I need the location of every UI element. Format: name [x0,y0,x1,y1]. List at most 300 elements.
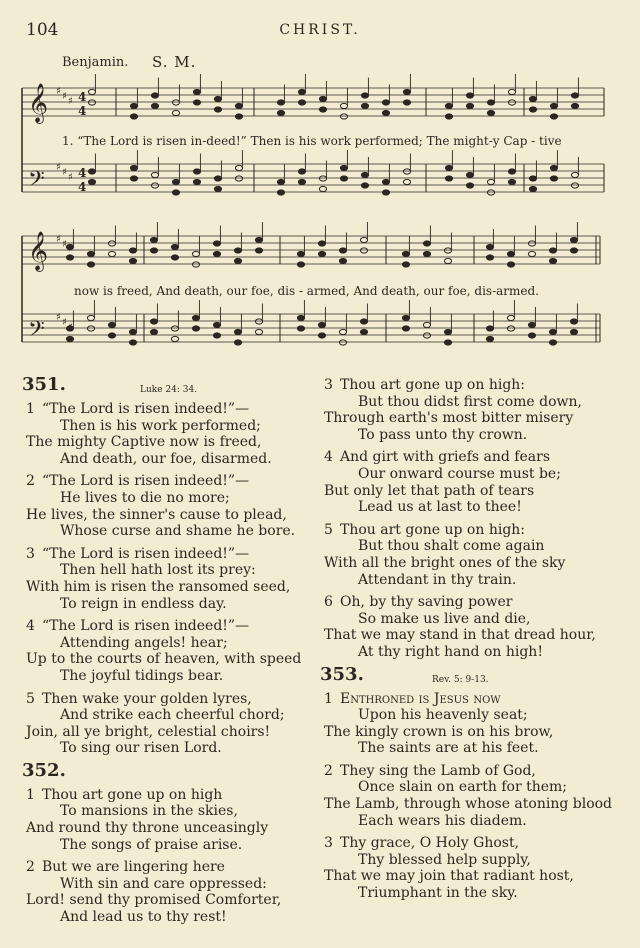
verse-line [22,451,312,468]
note-head [234,340,241,345]
note-head [192,262,199,267]
note-head [402,251,409,256]
note-head [88,169,95,174]
verse-line [320,644,620,661]
note-head [318,322,325,327]
note-head [214,107,221,112]
verse-line-text: Up to the courts of heaven, with speed [26,651,302,668]
right-column [320,377,620,908]
verse-line [320,483,620,500]
hymn-verse [320,594,620,660]
verse-line-text: So make us live and die, [358,610,531,627]
verse-line [320,394,620,411]
note-head [403,169,410,174]
note-head [403,100,410,105]
verse-line-text: With all the bright ones of the sky [324,554,566,571]
note-head [423,251,430,256]
note-head [361,93,368,98]
time-signature: 4 [78,166,87,180]
note-head [486,255,493,260]
sharp-sign: ♯ [62,91,67,102]
verse-line-text: Thy blessed help supply, [358,851,531,868]
time-signature: 4 [78,90,87,104]
verse-line-text: But only let that path of tears [324,482,535,499]
note-head [66,326,73,331]
verse-line-text: Upon his heavenly seat; [358,707,528,724]
hymn-verse [22,691,312,757]
hymn-verse [320,835,620,901]
verse-line-text: To reign in endless day. [60,595,227,612]
verse-line [22,691,312,708]
note-head [150,329,157,334]
note-head [129,248,136,253]
note-head [130,176,137,181]
hymn-351-verses [22,401,312,757]
note-head [298,179,305,184]
note-head [445,103,452,108]
verse-line-text: Through earth's most bitter misery [324,410,574,427]
note-head [339,329,346,334]
note-head [570,329,577,334]
verse-line-text: Whose curse and shame he bore. [60,523,296,540]
verse-line-text: Triumphant in the sky. [358,885,518,902]
note-head [444,248,451,253]
note-head [571,172,578,177]
hymn-verse [320,377,620,443]
verse-line-text: To pass unto thy crown. [358,426,528,443]
verse-line-text: But thou shalt come again [358,538,545,555]
note-head [486,244,493,249]
hymn-352-verses-part1 [22,787,312,926]
verse-line-text: Thou art gone up on high [42,786,223,803]
note-head [88,89,95,94]
note-head [255,237,262,242]
note-head [319,186,326,191]
hymn-verse [22,859,312,925]
note-head [277,190,284,195]
note-head [214,176,221,181]
verse-line [320,835,620,852]
note-head [87,262,94,267]
note-head [108,251,115,256]
running-title: CHRIST. [279,22,361,38]
verse-line [22,546,312,563]
sharp-sign: ♯ [56,86,61,97]
note-head [234,248,241,253]
verse-line [22,579,312,596]
note-head [340,103,347,108]
note-head [150,248,157,253]
verse-line-text: The mighty Captive now is freed, [26,434,262,451]
note-head [486,336,493,341]
note-head [172,110,179,115]
note-head [528,251,535,256]
note-head [66,244,73,249]
hymn-number: 351. [22,374,66,395]
verse-line [320,868,620,885]
note-head [235,114,242,119]
note-head [87,251,94,256]
verse-line [320,572,620,589]
note-head [361,172,368,177]
verse-line-text: Oh, by thy saving power [340,594,513,611]
treble-clef: 𝄞 [28,83,49,123]
note-head [151,172,158,177]
hymn-353-header [320,663,620,691]
lyrics-line-2: now is freed, And death, our foe, dis - armed, And death, our foe, dis-armed. [74,284,539,298]
verse-line-text: The songs of praise arise. [60,836,243,853]
hymn-verse [22,618,312,684]
note-head [360,248,367,253]
note-head [403,89,410,94]
note-head [213,241,220,246]
verse-line-text: Attending angels! hear; [60,634,228,651]
note-head [171,326,178,331]
note-head [487,100,494,105]
verse-number: 6 [324,594,333,611]
note-head [529,186,536,191]
verse-line-text: To mansions in the skies, [60,803,238,820]
note-head [319,176,326,181]
note-head [193,179,200,184]
verse-line [320,449,620,466]
verse-line [320,763,620,780]
verse-line-text: Once slain on earth for them; [358,779,568,796]
note-head [150,237,157,242]
note-head [423,333,430,338]
verse-line [22,434,312,451]
verse-line [320,852,620,869]
left-column [22,374,312,932]
verse-line-text: And lead us to thy rest! [60,909,227,926]
lyrics-line-1: 1. “The Lord is risen in-deed!” Then is his work performed; The might-y Cap - tive [62,134,562,148]
note-head [277,100,284,105]
note-head [486,326,493,331]
note-head [235,176,242,181]
verse-line-text: Then wake your golden lyres, [42,690,252,707]
verse-line [22,909,312,926]
verse-line-text: The kingly crown is on his brow, [324,723,554,740]
verse-number: 1 [26,786,35,803]
note-head [130,114,137,119]
note-head [487,110,494,115]
hymn-verse [320,691,620,757]
note-head [360,237,367,242]
note-head [570,237,577,242]
verse-number: 3 [26,545,35,562]
note-head [528,322,535,327]
note-head [382,190,389,195]
note-head [571,93,578,98]
note-head [129,340,136,345]
hymn-verse [22,473,312,539]
verse-line-text: Each wears his diadem. [358,812,527,829]
verse-line [320,796,620,813]
note-head [445,176,452,181]
note-head [360,329,367,334]
hymn-verse [22,401,312,467]
note-head [382,179,389,184]
note-head [297,251,304,256]
verse-line-text: Lead us at last to thee! [358,499,522,516]
note-head [339,340,346,345]
note-head [382,110,389,115]
note-head [508,179,515,184]
note-head [151,183,158,188]
verse-line [22,473,312,490]
hymn-number: 353. [320,663,364,685]
note-head [466,103,473,108]
verse-line [22,490,312,507]
bass-clef: 𝄢 [28,317,45,347]
verse-line [320,538,620,555]
note-head [192,251,199,256]
verse-line [22,859,312,876]
note-head [466,172,473,177]
note-head [339,258,346,263]
verse-line [320,724,620,741]
verse-number: 5 [26,690,35,707]
note-head [507,262,514,267]
note-head [361,183,368,188]
verse-number: 3 [324,377,333,393]
verse-line [22,618,312,635]
note-head [340,165,347,170]
note-head [192,315,199,320]
verse-line-text: But we are lingering here [42,859,225,876]
note-head [255,319,262,324]
note-head [507,251,514,256]
note-head [403,179,410,184]
hymn-number: 352. [22,759,66,781]
verse-line-text: But thou didst first come down, [358,393,582,410]
verse-line-text: And round thy throne unceasingly [26,820,269,837]
note-head [171,244,178,249]
note-head [340,176,347,181]
note-head [150,319,157,324]
hymn-verse [22,787,312,853]
note-head [88,100,95,105]
verse-line-text: “The Lord is risen indeed!”— [42,401,250,417]
note-head [508,169,515,174]
note-head [507,315,514,320]
verse-line [22,837,312,854]
note-head [361,103,368,108]
note-head [298,169,305,174]
note-head [213,322,220,327]
note-head [129,258,136,263]
note-head [340,114,347,119]
verse-line-text: “The Lord is risen indeed!”— [42,618,250,635]
verse-line [22,724,312,741]
sharp-sign: ♯ [56,234,61,245]
verse-line-text: Thy grace, O Holy Ghost, [340,835,520,852]
page-number: 104 [26,20,59,40]
verse-line-text: With him is risen the ransomed seed, [26,578,291,595]
note-head [88,179,95,184]
hymn-353-verses [320,691,620,902]
verse-number: 2 [26,473,35,490]
note-head [172,100,179,105]
verse-line-text: Then hell hath lost its prey: [60,562,256,579]
verse-line [22,635,312,652]
verse-line [22,876,312,893]
note-head [318,333,325,338]
verse-number: 2 [26,859,35,876]
note-head [235,103,242,108]
hymn-verse [320,763,620,829]
verse-number: 3 [324,835,333,852]
verse-line [22,401,312,418]
hymn-352-header [22,759,312,787]
note-head [550,103,557,108]
note-head [466,183,473,188]
sharp-sign: ♯ [62,239,67,250]
verse-line-text: The joyful tidings bear. [60,667,224,684]
verse-line [22,820,312,837]
sharp-sign: ♯ [56,312,61,323]
verse-number: 2 [324,762,333,779]
note-head [529,96,536,101]
verse-line-text: And strike each cheerful chord; [60,707,285,724]
verse-line-text: Attendant in thy train. [358,571,517,588]
note-head [108,322,115,327]
note-head [151,103,158,108]
verse-line-text: Enthroned is Jesus now [340,690,501,707]
verse-line [320,691,620,708]
hymn-verse [22,546,312,612]
verse-line-text: They sing the Lamb of God, [340,762,536,779]
note-head [193,169,200,174]
verse-number: 1 [26,401,35,417]
verse-line-text: Our onward course must be; [358,465,561,482]
verse-line-text: To sing our risen Lord. [60,740,222,757]
note-head [528,333,535,338]
note-head [466,93,473,98]
note-head [487,190,494,195]
verse-line [320,611,620,628]
note-head [402,326,409,331]
sharp-sign: ♯ [68,96,73,107]
note-head [297,326,304,331]
note-head [445,165,452,170]
verse-line [320,427,620,444]
time-signature: 4 [78,180,87,194]
note-head [549,329,556,334]
verse-line-text: Then is his work performed; [60,417,261,434]
time-signature: 4 [78,104,87,118]
verse-line [320,555,620,572]
verse-line-text: That we may join that radiant host, [324,868,574,885]
note-head [360,319,367,324]
verse-line [320,377,620,394]
verse-line [320,499,620,516]
sharp-sign: ♯ [62,317,67,328]
note-head [151,93,158,98]
verse-number: 1 [324,690,333,707]
verse-line [22,507,312,524]
verse-line [320,627,620,644]
hymn-reference: Rev. 5: 9-13. [432,674,489,685]
note-head [423,241,430,246]
verse-line [22,803,312,820]
sharp-sign: ♯ [68,172,73,183]
note-head [255,248,262,253]
note-head [570,248,577,253]
note-head [87,326,94,331]
note-head [382,100,389,105]
note-head [108,333,115,338]
hymn-reference: Luke 24: 34. [140,385,198,395]
note-head [318,251,325,256]
note-head [529,176,536,181]
note-head [444,258,451,263]
verse-line-text: The Lamb, through whose atoning blood [324,796,613,813]
verse-line-text: With sin and care oppressed: [60,875,267,892]
note-head [571,183,578,188]
sharp-sign: ♯ [56,162,61,173]
verse-line-text: Join, all ye bright, celestial choirs! [26,723,271,740]
verse-line [22,418,312,435]
note-head [444,340,451,345]
note-head [171,255,178,260]
note-head [318,241,325,246]
verse-line-text: The saints are at his feet. [358,740,539,757]
note-head [255,329,262,334]
verse-line [320,779,620,796]
note-head [508,100,515,105]
note-head [570,319,577,324]
verse-line-text: “The Lord is risen indeed!”— [42,473,250,490]
note-head [550,114,557,119]
verse-line [320,813,620,830]
note-head [319,96,326,101]
note-head [402,262,409,267]
note-head [130,165,137,170]
verse-line-text: Thou art gone up on high: [340,377,526,393]
note-head [529,107,536,112]
verse-line [22,787,312,804]
note-head [444,329,451,334]
note-head [193,100,200,105]
note-head [549,340,556,345]
note-head [130,103,137,108]
note-head [297,262,304,267]
verse-number: 5 [324,521,333,538]
verse-line [320,885,620,902]
note-head [528,241,535,246]
verse-line-text: He lives to die no more; [60,489,230,506]
note-head [87,315,94,320]
hymn-351-header [22,374,312,401]
note-head [445,114,452,119]
note-head [213,333,220,338]
verse-line-text: Thou art gone up on high: [340,521,526,538]
verse-number: 4 [324,449,333,466]
note-head [213,251,220,256]
verse-line-text: He lives, the sinner's cause to plead, [26,506,287,523]
verse-line [22,651,312,668]
verse-line [22,596,312,613]
treble-clef: 𝄞 [28,231,49,271]
verse-line [320,707,620,724]
note-head [235,165,242,170]
verse-line-text: Lord! send thy promised Comforter, [26,892,282,909]
note-head [550,176,557,181]
note-head [402,315,409,320]
verse-line-text: That we may stand in that dread hour, [324,627,596,644]
tune-name: Benjamin. [62,55,129,70]
